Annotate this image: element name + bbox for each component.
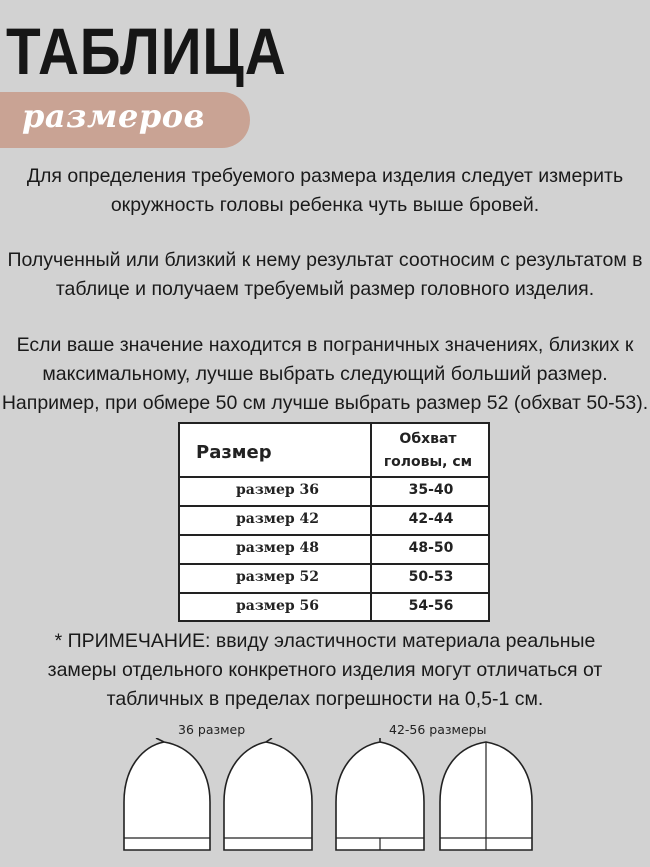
paragraph-line: Если ваше значение находится в пограничных значениях, близких к	[16, 334, 634, 356]
diagram-label-42-56: 42-56 размеры	[389, 722, 487, 737]
page-title: ТАБЛИЦА	[6, 14, 287, 88]
note-paragraph	[0, 627, 650, 714]
table-cell-size: размер 48	[236, 540, 320, 556]
paragraph-line: максимальному, лучше выбрать следующий больший размер.	[42, 363, 608, 385]
size-table	[178, 422, 490, 622]
table-header-girth-line: головы, см	[383, 454, 473, 470]
paragraph-measure	[0, 162, 650, 220]
table-row	[180, 592, 488, 621]
hat-36-back-icon	[224, 738, 312, 850]
table-header-size: Размер	[196, 442, 272, 463]
paragraph-line: окружность головы ребенка чуть выше бровей.	[110, 194, 540, 216]
note-line: замеры отдельного конкретного изделия могут отличаться от	[47, 659, 603, 681]
paragraph-compare	[0, 246, 650, 304]
table-cell-size: размер 56	[236, 598, 320, 614]
diagram-label-36: 36 размер	[178, 722, 246, 737]
paragraph-line: Например, при обмере 50 см лучше выбрать размер 52 (обхват 50-53).	[1, 392, 649, 414]
table-cell-size: размер 36	[236, 482, 320, 498]
table-row	[180, 505, 488, 534]
paragraph-line: таблице и получаем требуемый размер головного изделия.	[55, 278, 595, 300]
paragraph-line: Для определения требуемого размера изделия следует измерить	[26, 165, 624, 187]
table-cell-girth: 54-56	[408, 598, 454, 614]
hat-42-56-front-icon	[336, 738, 424, 850]
note-line: табличных в пределах погрешности на 0,5-1 см.	[106, 688, 544, 710]
table-cell-size: размер 42	[236, 511, 320, 527]
paragraph-borderline	[0, 331, 650, 418]
table-cell-girth: 42-44	[408, 511, 454, 527]
table-cell-girth: 50-53	[408, 569, 454, 585]
hat-diagrams	[108, 738, 548, 860]
hat-36-front-icon	[124, 738, 210, 850]
table-cell-size: размер 52	[236, 569, 320, 585]
table-row	[180, 534, 488, 563]
table-cell-girth: 48-50	[408, 540, 454, 556]
paragraph-line: Полученный или близкий к нему результат соотносим с результатом в	[7, 249, 643, 271]
table-header-girth-line: Обхват	[399, 431, 457, 447]
table-row	[180, 563, 488, 592]
table-header-girth	[376, 428, 480, 474]
note-line: * ПРИМЕЧАНИЕ: ввиду эластичности материала реальные	[54, 630, 596, 652]
table-row	[180, 476, 488, 505]
subtitle-text: размеров	[22, 97, 206, 135]
table-cell-girth: 35-40	[408, 482, 454, 498]
